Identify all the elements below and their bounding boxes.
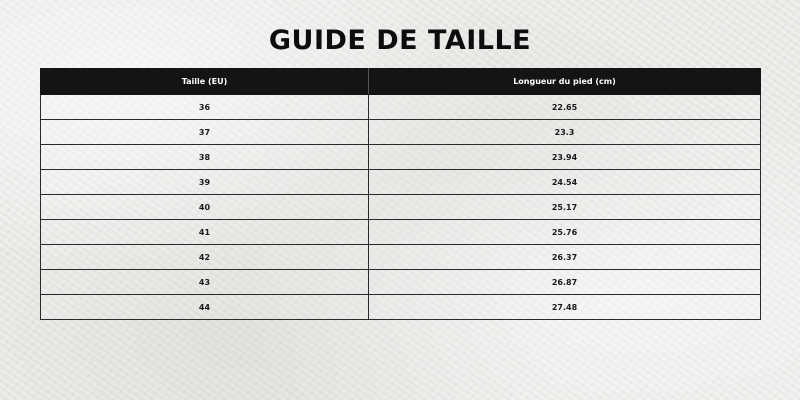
table-row [41,120,761,145]
header-size-eu: Taille (EU) [41,69,369,95]
size-cell: 43 [41,270,369,295]
size-cell: 39 [41,170,369,195]
table-row [41,95,761,120]
table-row [41,170,761,195]
size-cell: 36 [41,95,369,120]
length-cell: 23.94 [369,145,761,170]
table-row [41,270,761,295]
table-row [41,245,761,270]
length-cell: 26.87 [369,270,761,295]
size-cell: 40 [41,195,369,220]
length-cell: 25.76 [369,220,761,245]
length-cell: 23.3 [369,120,761,145]
size-cell: 44 [41,295,369,320]
table-row [41,295,761,320]
size-cell: 38 [41,145,369,170]
length-cell: 26.37 [369,245,761,270]
page-title: GUIDE DE TAILLE [268,25,532,56]
size-cell: 41 [41,220,369,245]
table-row [41,145,761,170]
table-row [41,195,761,220]
length-cell: 27.48 [369,295,761,320]
size-cell: 42 [41,245,369,270]
header-foot-length: Longueur du pied (cm) [369,69,761,95]
size-guide-table [40,68,761,320]
length-cell: 25.17 [369,195,761,220]
length-cell: 22.65 [369,95,761,120]
table-header-row [41,69,761,95]
size-cell: 37 [41,120,369,145]
table-row [41,220,761,245]
length-cell: 24.54 [369,170,761,195]
